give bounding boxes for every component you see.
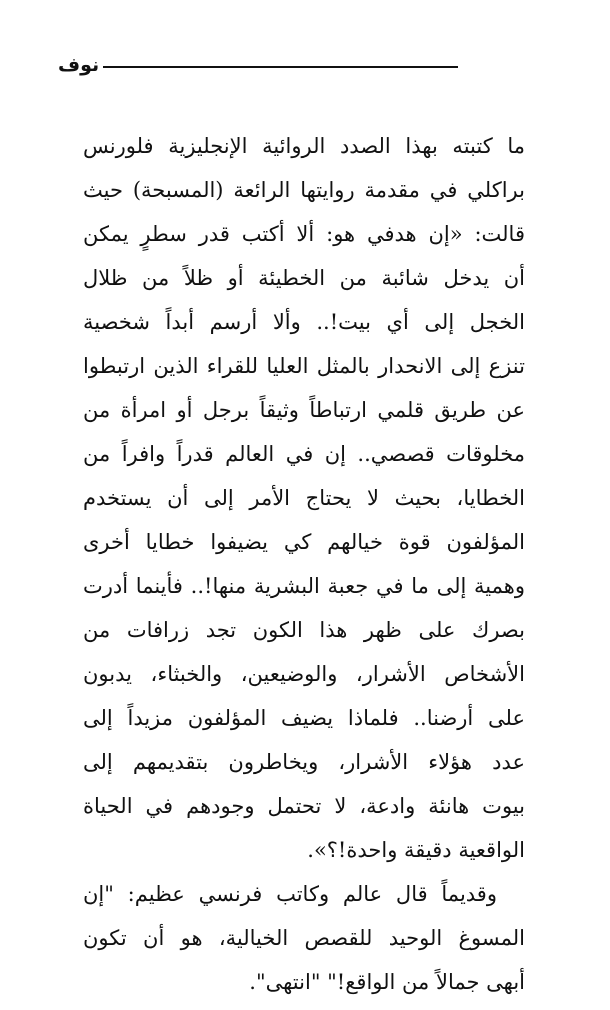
text-line: مخلوقات قصصي.. إن في العالم قدراً وافراً من bbox=[83, 442, 525, 466]
text-line: عن طريق قلمي ارتباطاً وثيقاً برجل أو امرأة من bbox=[83, 398, 525, 422]
text-line: براكلي في مقدمة روايتها الرائعة (المسبحة) حيث bbox=[83, 178, 525, 202]
text-line: الأشخاص الأشرار، والوضيعين، والخبثاء، يدبون bbox=[83, 662, 525, 686]
running-header bbox=[58, 52, 458, 82]
text-line: بيوت هانئة وادعة، لا تحتمل وجودهم في الحياة bbox=[83, 794, 525, 818]
text-line: وقديماً قال عالم وكاتب فرنسي عظيم: "إن bbox=[83, 882, 497, 906]
text-line: وهمية إلى ما في جعبة البشرية منها!.. فأينما أدرت bbox=[83, 574, 525, 598]
text-line: ما كتبته بهذا الصدد الروائية الإنجليزية فلورنس bbox=[83, 134, 525, 158]
running-header-title: نوف bbox=[58, 54, 100, 76]
text-line: أن يدخل شائبة من الخطيئة أو ظلاً من ظلال bbox=[83, 266, 525, 290]
text-line: المسوغ الوحيد للقصص الخيالية، هو أن تكون bbox=[83, 926, 525, 950]
text-line: قالت: «إن هدفي هو: ألا أكتب قدر سطرٍ يمكن bbox=[83, 222, 525, 246]
text-line: الخطايا، بحيث لا يحتاج الأمر إلى أن يستخدم bbox=[83, 486, 525, 510]
text-line: الواقعية دقيقة واحدة!؟». bbox=[307, 838, 525, 862]
header-rule bbox=[103, 66, 458, 68]
text-line: المؤلفون قوة خيالهم كي يضيفوا خطايا أخرى bbox=[83, 530, 525, 554]
text-line: عدد هؤلاء الأشرار، ويخاطرون بتقديمهم إلى bbox=[83, 750, 525, 774]
text-line: بصرك على ظهر هذا الكون تجد زرافات من bbox=[83, 618, 525, 642]
text-line: تنزع إلى الانحدار بالمثل العليا للقراء الذين ارتبطوا bbox=[83, 354, 525, 378]
text-line: أبهى جمالاً من الواقع!" "انتهى". bbox=[249, 970, 525, 994]
paragraph-2 bbox=[83, 872, 525, 1004]
page-body bbox=[83, 124, 525, 1004]
text-line: على أرضنا.. فلماذا يضيف المؤلفون مزيداً إلى bbox=[83, 706, 525, 730]
paragraph-1 bbox=[83, 124, 525, 872]
text-line: الخجل إلى أي بيت!.. وألا أرسم أبداً شخصية bbox=[83, 310, 525, 334]
